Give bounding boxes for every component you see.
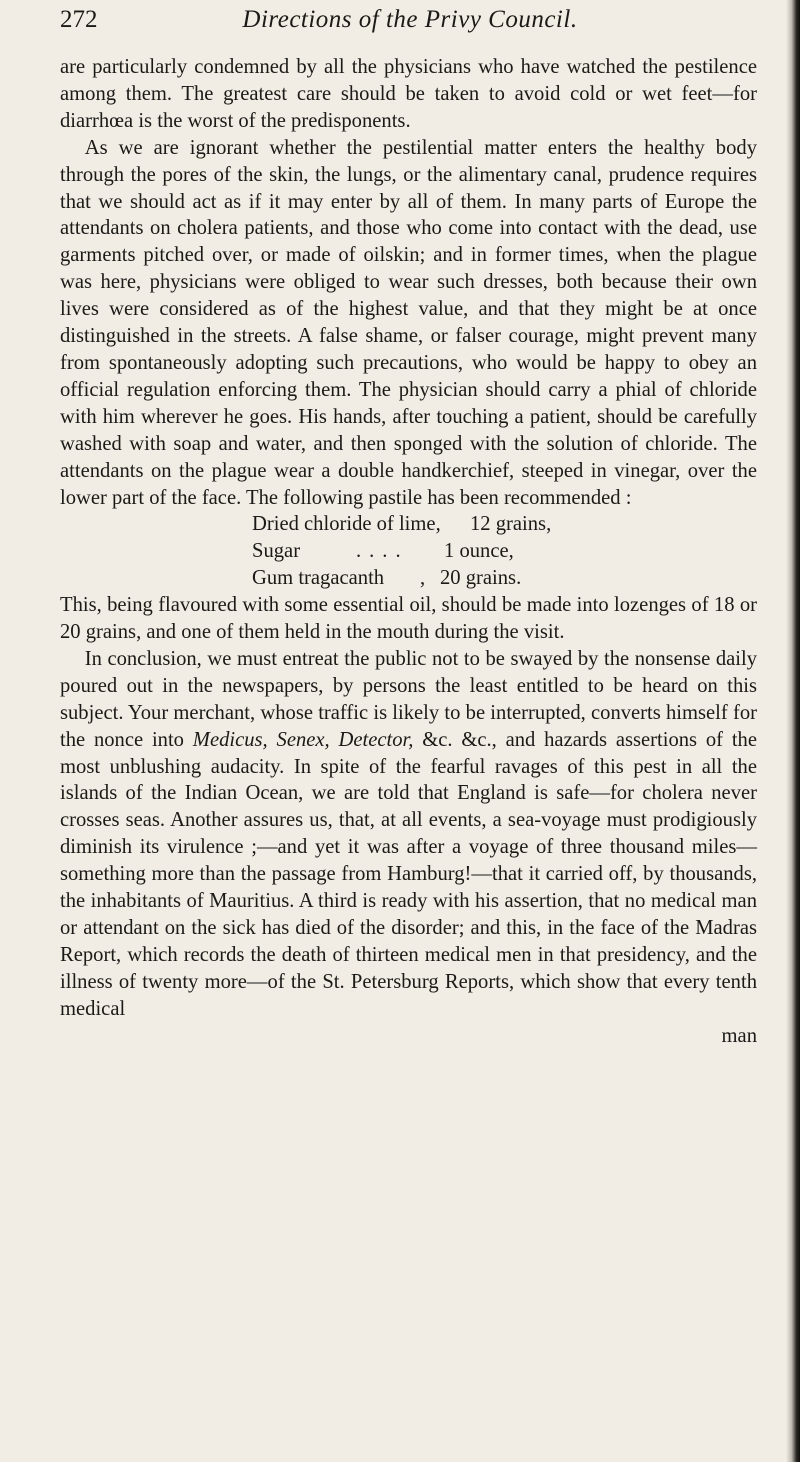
conclusion-text-rest: &c. &c., and hazards assertions of the most unblushing audacity. In spite of the fearful ravages of this pest in all the islands of the Indian Ocean, we are told that England is safe—for cholera never crosses seas. Another assures us, that, at all events, a sea-voyage must prodigiously diminish its virulence ;—and yet it was after a voyage of three thousand miles—something more than the passage from Hamburg!—that it carried off, by thousands, the inhabitants of Mauritius. A third is ready with his assertion, that no medical man or attendant on the sick has died of the disorder; and this, in the face of the Madras Report, which records the death of thirteen medical men in that presidency, and the illness of twenty more—of the St. Petersburg Reports, which show that every tenth medical	[60, 728, 757, 1020]
paragraph-continued: are particularly condemned by all the physicians who have watched the pestilence among them. The greatest care should be taken to avoid cold or wet feet—for diarrhœa is the worst of the predisponents.	[60, 56, 757, 132]
recipe-row	[252, 511, 757, 538]
pseudonyms-italic: Medicus, Senex, Detector,	[192, 728, 414, 751]
conclusion-text-start: In conclusion, we must entreat the public not to be swayed by the nonsense daily poured out in the newspapers, by persons the least entitled to be heard on this subject. Your merchant, whose traffic is likely to be interrupted, converts himself for the nonce into	[60, 647, 757, 751]
recipe-amount: 1 ounce,	[444, 540, 514, 563]
recipe-amount: 20 grains.	[440, 567, 522, 590]
recipe-leader-dots: ,	[420, 567, 426, 590]
pastile-recipe	[60, 511, 757, 592]
recipe-amount: 12 grains,	[470, 513, 552, 536]
catchword: man	[721, 1024, 757, 1047]
recipe-ingredient: Sugar	[252, 540, 301, 563]
paragraph-conclusion	[60, 646, 757, 1023]
page-edge-shadow	[786, 0, 800, 1462]
recipe-ingredient: Dried chloride of lime,	[252, 513, 441, 536]
page-number: 272	[60, 6, 98, 33]
page-header	[60, 6, 760, 42]
running-title: Directions of the Privy Council.	[242, 6, 578, 33]
recipe-ingredient: Gum tragacanth	[252, 567, 385, 590]
recipe-leader-dots: ....	[356, 540, 409, 563]
recipe-row	[252, 565, 757, 592]
body-text	[60, 54, 757, 1050]
paragraph-lozenges: This, being flavoured with some essential oil, should be made into lozenges of 18 or 20 grains, and one of them held in the mouth during the visit.	[60, 594, 757, 644]
paragraph-precautions: As we are ignorant whether the pestilential matter enters the healthy body through the pores of the skin, the lungs, or the alimentary canal, prudence requires that we should act as if it may enter by all of them. In many parts of Europe the attendants on cholera patients, and those who come into contact with the dead, use garments pitched over, or made of oilskin; and in former times, when the plague was here, physicians were obliged to wear such dresses, both because their own lives were considered as of the highest value, and that they might be at once distinguished in the streets. A false shame, or falser courage, might prevent many from spontaneously adopting such precautions, who would be happy to obey an official regulation enforcing them. The physician should carry a phial of chloride with him wherever he goes. His hands, after touching a patient, should be carefully washed with soap and water, and then sponged with the solution of chloride. The attendants on the plague wear a double handkerchief, steeped in vinegar, over the lower part of the face. The following pastile has been recommended :	[60, 136, 757, 509]
recipe-row	[252, 538, 757, 565]
